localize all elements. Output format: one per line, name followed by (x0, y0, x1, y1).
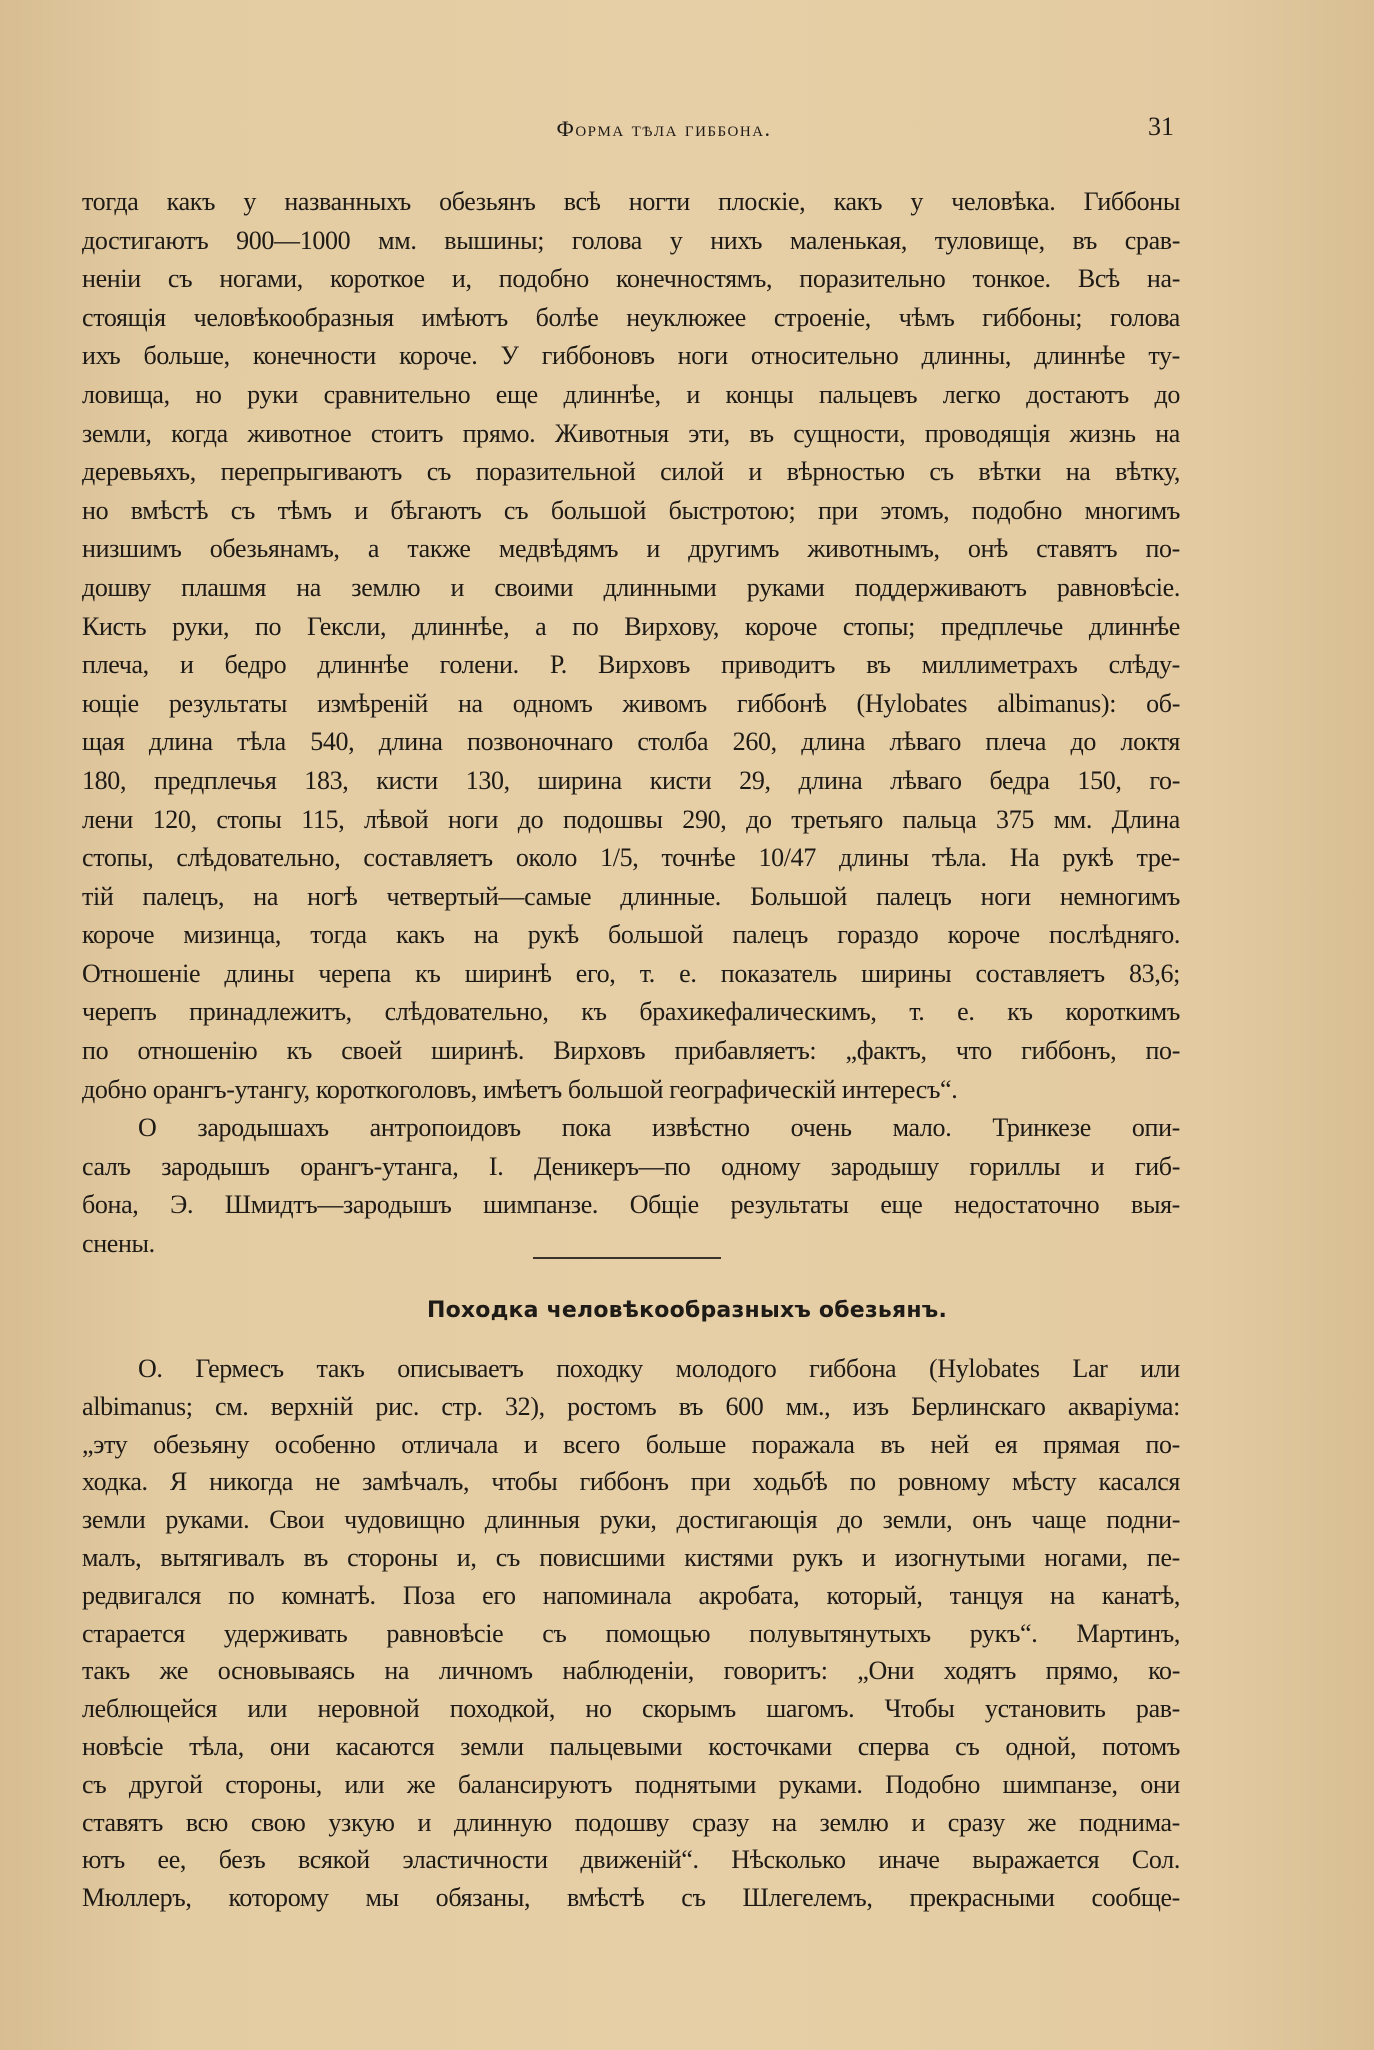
paragraph-3 (82, 1350, 1180, 1917)
text-line: добно орангъ-утангу, короткоголовъ, имѣетъ большой географическій интересъ“. (82, 1074, 958, 1104)
page-header (140, 112, 1188, 152)
text-line: такъ же основываясь на личномъ наблюденіи, говоритъ: „Они ходятъ прямо, ко- (82, 1656, 1180, 1686)
text-line: дошву плашмя на землю и своими длинными руками поддерживаютъ равновѣсіе. (82, 572, 1180, 602)
text-line: снены. (82, 1229, 155, 1259)
text-line: бона, Э. Шмидтъ—зародышъ шимпанзе. Общіе результаты еще недостаточно выя- (82, 1190, 1180, 1220)
page-number: 31 (1148, 112, 1174, 141)
text-line: малъ, вытягивалъ въ стороны и, съ повисшими кистями рукъ и изогнутыми ногами, пе- (82, 1542, 1180, 1572)
text-line: ходка. Я никогда не замѣчалъ, чтобы гиббонъ при ходьбѣ по ровному мѣсту касался (82, 1467, 1180, 1497)
text-line: салъ зародышъ орангъ-утанга, І. Деникеръ—по одному зародышу гориллы и гиб- (82, 1151, 1180, 1181)
text-line: О. Гермесъ такъ описываетъ походку молодого гиббона (Hylobates Lar или (138, 1354, 1180, 1383)
text-line: Кисть руки, по Гексли, длиннѣе, а по Вирхову, короче стопы; предплечье длиннѣе (82, 611, 1180, 641)
text-line: редвигался по комнатѣ. Поза его напоминала акробата, который, танцуя на канатѣ, (82, 1580, 1180, 1610)
text-line: низшимъ обезьянамъ, а также медвѣдямъ и другимъ животнымъ, онѣ ставятъ по- (82, 534, 1180, 564)
text-line: короче мизинца, тогда какъ на рукѣ большой палецъ гораздо короче послѣдняго. (82, 920, 1180, 950)
main-text (82, 183, 1180, 1264)
text-line: плеча, и бедро длиннѣе голени. Р. Вирховъ приводитъ въ миллиметрахъ слѣду- (82, 650, 1180, 680)
text-line: тогда какъ у названныхъ обезьянъ всѣ ногти плоскіе, какъ у человѣка. Гиббоны (82, 187, 1180, 216)
text-line: черепъ принадлежитъ, слѣдовательно, къ брахикефалическимъ, т. е. къ короткимъ (82, 997, 1180, 1027)
text-line: ющіе результаты измѣреній на одномъ живомъ гиббонѣ (Hylobates albimanus): об- (82, 688, 1180, 718)
text-line: достигаютъ 900—1000 мм. вышины; голова у нихъ маленькая, туловище, въ срав- (82, 225, 1180, 255)
text-line: земли, когда животное стоитъ прямо. Животныя эти, въ сущности, проводящія жизнь на (82, 418, 1180, 448)
text-line: О зародышахъ антропоидовъ пока извѣстно очень мало. Тринкезе опи- (138, 1113, 1180, 1143)
text-line: старается удерживать равновѣсіе съ помощью полувытянутыхъ рукъ“. Мартинъ, (82, 1618, 1180, 1648)
paragraph-1 (82, 183, 1180, 1109)
section-heading: Походка человѣкообразныхъ обезьянъ. (426, 1298, 948, 1323)
text-line: 180, предплечья 183, кисти 130, ширина кисти 29, длина лѣваго бедра 150, го- (82, 765, 1180, 795)
text-line: „эту обезьяну особенно отличала и всего больше поражала въ ней ея прямая по- (82, 1429, 1180, 1459)
text-line: стопы, слѣдовательно, составляетъ около 1/5, точнѣе 10/47 длины тѣла. На рукѣ тре- (82, 843, 1180, 873)
text-line: Мюллеръ, которому мы обязаны, вмѣстѣ съ Шлегелемъ, прекрасными сообще- (82, 1883, 1180, 1913)
text-line: земли руками. Свои чудовищно длинныя руки, достигающія до земли, онъ чаще подни- (82, 1505, 1180, 1535)
text-line: стоящія человѣкообразныя имѣютъ болѣе неуклюжее строеніе, чѣмъ гиббоны; голова (82, 302, 1180, 332)
text-line: леблющейся или неровной походкой, но скорымъ шагомъ. Чтобы установить рав- (82, 1694, 1180, 1724)
text-line: ихъ больше, конечности короче. У гиббоновъ ноги относительно длинны, длиннѣе ту- (82, 341, 1180, 371)
text-line: новѣсіе тѣла, они касаются земли пальцевыми косточками сперва съ одной, потомъ (82, 1731, 1180, 1761)
text-line: тій палецъ, на ногѣ четвертый—самые длинные. Большой палецъ ноги немногимъ (82, 881, 1180, 911)
text-line: ставятъ всю свою узкую и длинную подошву сразу на землю и сразу же поднима- (82, 1807, 1180, 1837)
text-line: съ другой стороны, или же балансируютъ поднятыми руками. Подобно шимпанзе, они (82, 1769, 1180, 1799)
text-line: по отношенію къ своей ширинѣ. Вирховъ прибавляетъ: „фактъ, что гиббонъ, по- (82, 1036, 1180, 1066)
text-line: щая длина тѣла 540, длина позвоночнаго столба 260, длина лѣваго плеча до локтя (82, 727, 1180, 757)
text-line: albimanus; см. верхній рис. стр. 32), ростомъ въ 600 мм., изъ Берлинскаго акваріума: (82, 1391, 1180, 1421)
text-line: ловища, но руки сравнительно еще длиннѣе, и концы пальцевъ легко достаютъ до (82, 379, 1180, 409)
text-line: Отношеніе длины черепа къ ширинѣ его, т. е. показатель ширины составляетъ 83,6; (82, 958, 1180, 988)
section-divider (533, 1257, 721, 1259)
text-line: неніи съ ногами, короткое и, подобно конечностямъ, поразительно тонкое. Всѣ на- (82, 264, 1180, 294)
paragraph-2 (82, 1109, 1180, 1263)
section-text (82, 1350, 1180, 1917)
text-line: деревьяхъ, перепрыгиваютъ съ поразительной силой и вѣрностью съ вѣтки на вѣтку, (82, 457, 1180, 487)
running-head: Форма тѣла гиббона. (556, 116, 772, 141)
text-line: ютъ ее, безъ всякой эластичности движеній“. Нѣсколько иначе выражается Сол. (82, 1845, 1180, 1875)
text-line: но вмѣстѣ съ тѣмъ и бѣгаютъ съ большой быстротою; при этомъ, подобно многимъ (82, 495, 1180, 525)
text-line: лени 120, стопы 115, лѣвой ноги до подошвы 290, до третьяго пальца 375 мм. Длина (82, 804, 1180, 834)
